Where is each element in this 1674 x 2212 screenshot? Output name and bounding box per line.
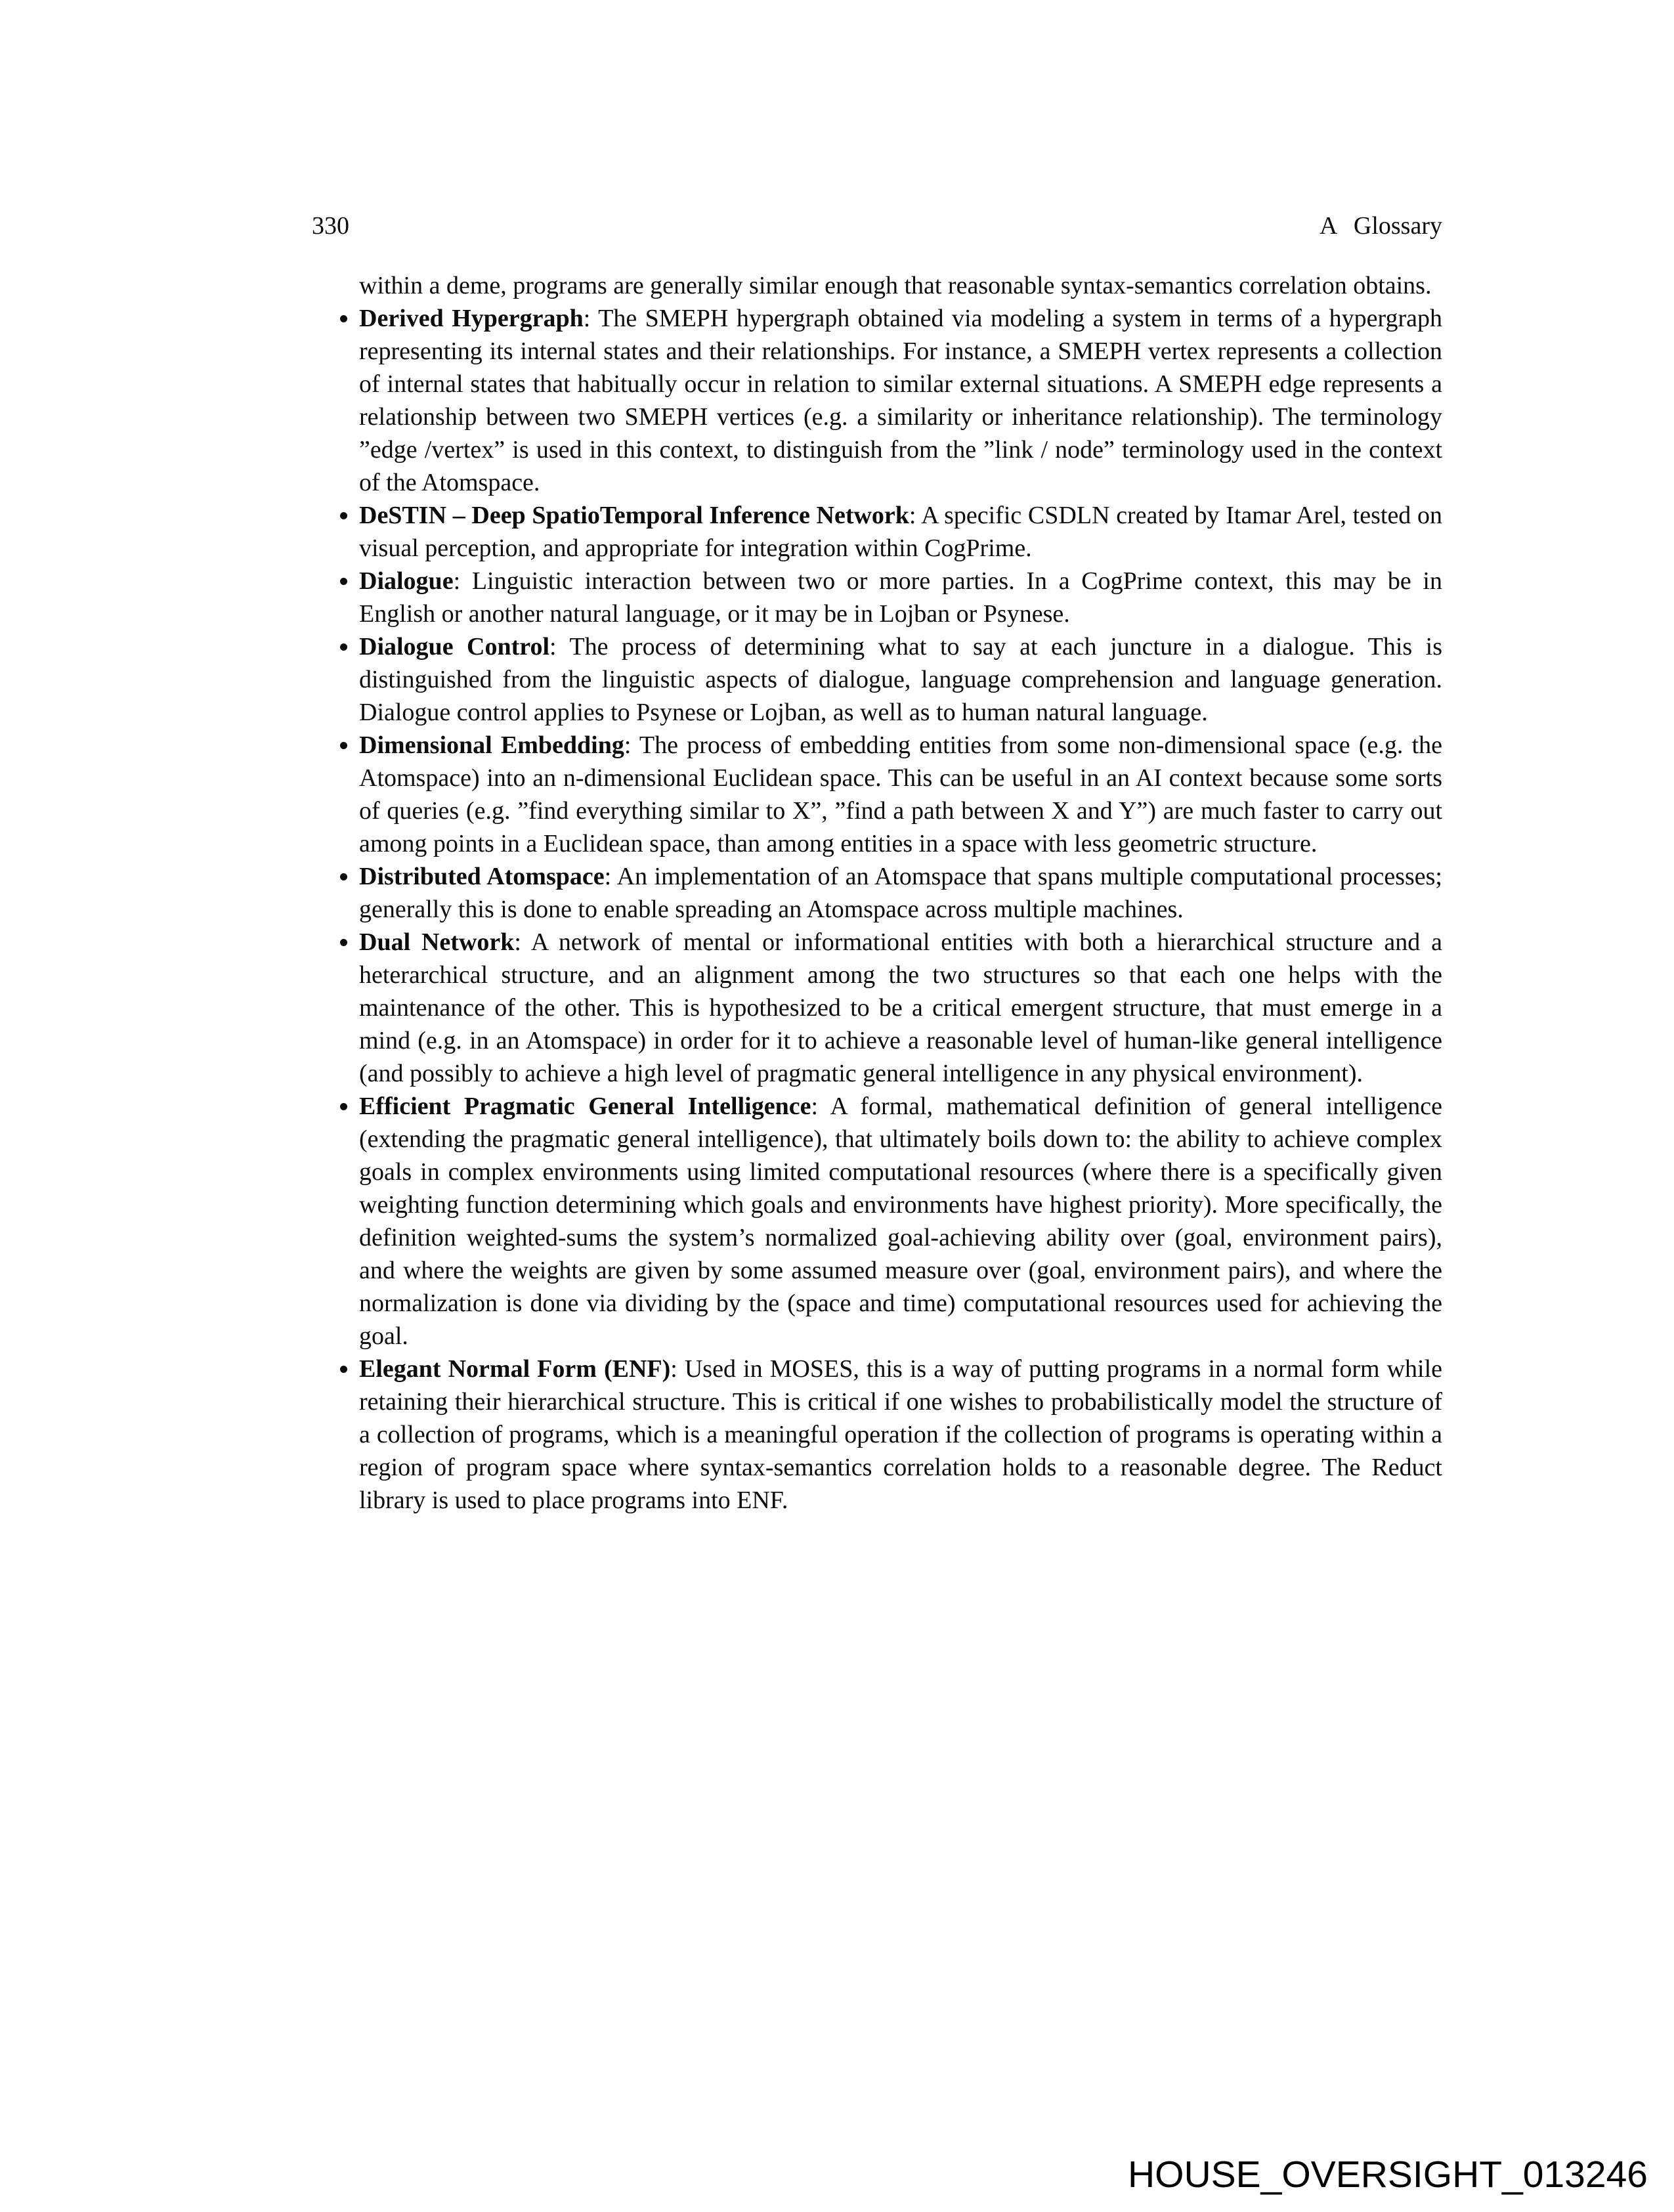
term-label: DeSTIN – Deep SpatioTemporal Inference Network [359,502,909,529]
glossary-list [359,302,1442,1517]
glossary-item [359,860,1442,926]
term-definition: : The SMEPH hypergraph obtained via modeling a system in terms of a hypergraph representing its internal states and their relationships. For instance, a SMEPH vertex represents a collection of internal states that habitually occur in relation to similar external situations. A SMEPH edge represents a relationship between two SMEPH vertices (e.g. a similarity or inheritance relationship). The terminology ”edge /vertex” is used in this context, to distinguish from the ”link / node” terminology used in the context of the Atomspace. [359,305,1442,496]
page-number: 330 [312,212,349,240]
glossary-item [359,565,1442,630]
running-header: A Glossary [1319,212,1442,240]
term-definition: : A specific CSDLN created by Itamar Arel, tested on visual perception, and appropriate for integration within CogPrime. [359,502,1442,562]
glossary-item [359,729,1442,860]
term-definition: : An implementation of an Atomspace that spans multiple computational processes; generally this is done to enable spreading an Atomspace across multiple machines. [359,863,1442,923]
glossary-item [359,302,1442,499]
glossary-item [359,926,1442,1090]
glossary-item [359,1353,1442,1517]
term-definition: : The process of embedding entities from some non-dimensional space (e.g. the Atomspace) into an n-dimensional Euclidean space. This can be useful in an AI context because some sorts of queries (e.g. ”find everything similar to X”, ”find a path between X and Y”) are much faster to carry out among points in a Euclidean space, than among entities in a space with less geometric structure. [359,731,1443,857]
term-label: Efficient Pragmatic General Intelligence [359,1093,811,1120]
term-label: Dialogue Control [359,633,550,661]
term-label: Elegant Normal Form (ENF) [359,1355,671,1383]
oversight-stamp: HOUSE_OVERSIGHT_013246 [1127,2154,1648,2196]
term-definition: : A network of mental or informational entities with both a hierarchical structure and a heterarchical structure, and an alignment among the two structures so that each one helps with the maintenance of the other. This is hypothesized to be a critical emergent structure, that must emerge in a mind (e.g. in an Atomspace) in order for it to achieve a reasonable level of human-like general intelligence (and possibly to achieve a high level of pragmatic general intelligence in any physical environment). [359,928,1443,1087]
glossary-item [359,499,1442,565]
glossary-item [359,1090,1442,1353]
term-label: Dual Network [359,928,515,956]
term-label: Distributed Atomspace [359,863,605,890]
term-definition: : Linguistic interaction between two or more parties. In a CogPrime context, this may be in English or another natural language, or it may be in Lojban or Psynese. [359,567,1442,628]
page-header [312,211,1442,241]
glossary-item [359,630,1442,729]
term-label: Dialogue [359,567,454,595]
term-definition: : Used in MOSES, this is a way of putting programs in a normal form while retaining their hierarchical structure. This is critical if one wishes to probabilistically model the structure of a collection of programs, which is a meaningful operation if the collection of programs is operating within a region of program space where syntax-semantics correlation holds to a reasonable degree. The Reduct library is used to place programs into ENF. [359,1355,1442,1514]
glossary-body [359,269,1442,1517]
continuation-paragraph: within a deme, programs are generally similar enough that reasonable syntax-semantics correlation obtains. [359,272,1432,299]
term-label: Dimensional Embedding [359,731,624,759]
term-definition: : The process of determining what to say at each juncture in a dialogue. This is distinguished from the linguistic aspects of dialogue, language comprehension and language generation. Dialogue control applies to Psynese or Lojban, as well as to human natural language. [359,633,1442,726]
term-definition: : A formal, mathematical definition of general intelligence (extending the pragmatic general intelligence), that ultimately boils down to: the ability to achieve complex goals in complex environments using limited computational resources (where there is a specifically given weighting function determining which goals and environments have highest priority). More specifically, the definition weighted-sums the system’s normalized goal-achieving ability over (goal, environment pairs), and where the weights are given by some assumed measure over (goal, environment pairs), and where the normalization is done via dividing by the (space and time) computational resources used for achieving the goal. [359,1093,1442,1350]
term-label: Derived Hypergraph [359,305,584,332]
